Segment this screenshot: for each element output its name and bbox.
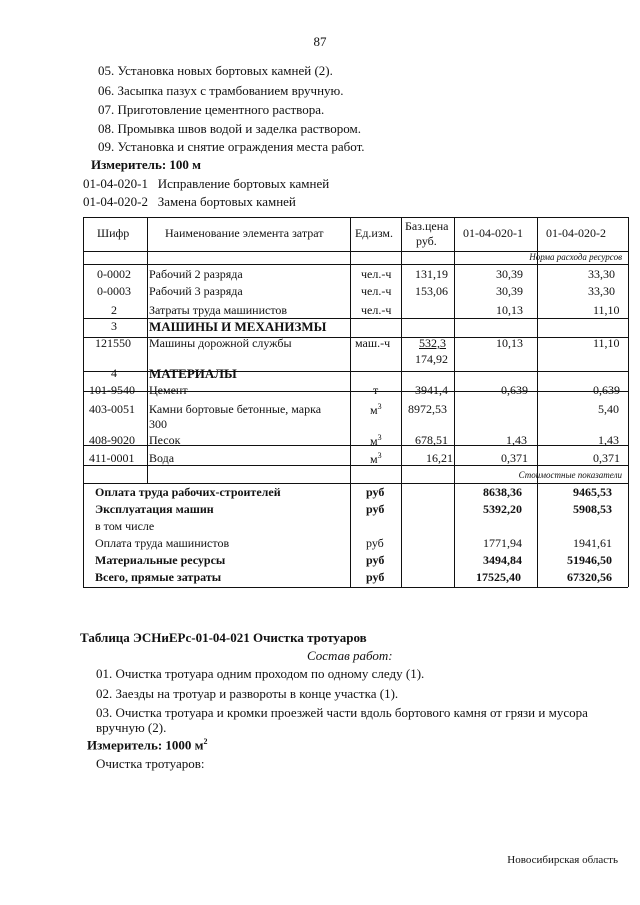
work-item2: 03. Очистка тротуара и кромки проезжей части вдоль бортового камня от грязи и мусора — [96, 705, 588, 720]
work-item2: 02. Заезды на тротуар и развороты в конце участка (1). — [96, 686, 399, 701]
code-id: 01-04-020-2 — [83, 194, 148, 209]
header-price-line1: Баз.цена — [405, 219, 449, 233]
header-price-line2: руб. — [416, 234, 437, 248]
work-item: 05. Установка новых бортовых камней (2). — [98, 63, 333, 78]
work-item: 09. Установка и снятие ограждения места работ. — [98, 139, 365, 154]
code-line — [83, 194, 296, 210]
code-id: 01-04-020-1 — [83, 176, 148, 191]
resource-table: Шифр Наименование элемента затрат Ед.изм. 01-04-020-1 01-04-020-2 Баз.цена руб. Норма расхода ресурсов 0-0002 Рабочий 2 разряда чел.-ч 131,19 30,39 33,30 0-0003 Рабочий 3 разряда чел.-ч 153,06 30,39 33,30 2 Затраты труда машинистов чел.-ч 10,13 11,10 3 МАШИНЫ И МЕХАНИЗМЫ 121550 Машины дорожной службы маш.-ч 532,3 10,13 11,10 174,92 4 МАТЕРИАЛЫ 101-9540 Цемент т 3941,4 0,639 0,639 403-0051 Камни бортовые бетонные, марка $м^3$ 8972,53 5,40 300 408-9020 Песок $м^3$ 678,51 1,43 1,43 411-0001 Вода $м^3$ 16,21 0,371 0,371 Стоимостные показатели Оплата труда рабочих-строителей руб 8638,36 9465,53 Эксплуатация машин руб 5392,20 5908,53 в том числе Оплата труда машинистов руб 1771,94 1941,61 Материальные ресурсы руб 3494,84 51946,50 Всего, прямые затраты руб 17525,40 67320,56 — [83, 217, 628, 587]
cost-caption: Стоимостные показатели — [518, 470, 622, 480]
final-line: Очистка тротуаров: — [96, 756, 205, 771]
footer-region: Новосибирская область — [507, 854, 618, 866]
header-name: Наименование элемента затрат — [165, 226, 324, 240]
code-line — [83, 176, 329, 192]
header-unit: Ед.изм. — [355, 226, 394, 240]
page-number: 87 — [313, 34, 327, 49]
composition-label: Состав работ: — [307, 648, 393, 663]
work-item: 08. Промывка швов водой и заделка раствором. — [98, 121, 361, 136]
meter2-label: Измеритель: 1000 $м^2$ — [87, 737, 208, 753]
meter-label: Измеритель: 100 м — [91, 157, 202, 172]
work-item2: 01. Очистка тротуара одним проходом по одному следу (1). — [96, 666, 425, 681]
work-item2: вручную (2). — [96, 720, 167, 735]
code-name: Замена бортовых камней — [157, 194, 296, 209]
table2-title: Таблица ЭСНиЕРс-01-04-021 Очистка тротуаров — [80, 630, 367, 645]
norm-caption: Норма расхода ресурсов — [529, 252, 622, 262]
header-shifr: Шифр — [97, 226, 130, 240]
header-col1: 01-04-020-1 — [463, 226, 523, 240]
work-item: 06. Засыпка пазух с трамбованием вручную. — [98, 83, 344, 98]
work-item: 07. Приготовление цементного раствора. — [98, 102, 325, 117]
header-col2: 01-04-020-2 — [546, 226, 606, 240]
code-name: Исправление бортовых камней — [157, 176, 330, 191]
